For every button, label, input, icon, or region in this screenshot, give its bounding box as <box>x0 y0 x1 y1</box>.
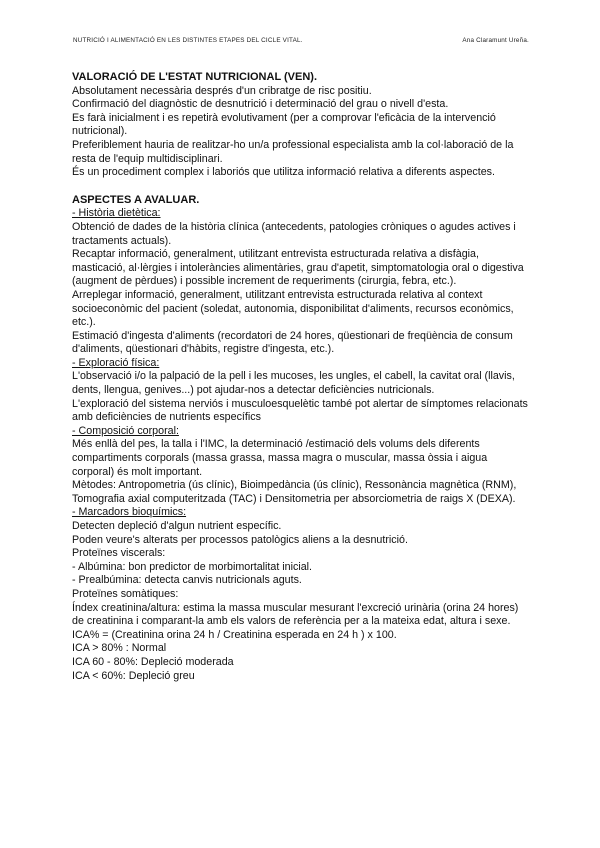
header-title: NUTRICIÓ I ALIMENTACIÓ EN LES DISTINTES ETAPES DEL CICLE VITAL. <box>73 37 303 44</box>
paragraph: Més enllà del pes, la talla i l'IMC, la determinació /estimació dels volums dels diferents compartiments corporals (massa grassa, massa magra o muscular, massa òssia i aigua corporal) és molt important. <box>72 438 488 478</box>
paragraph: L'observació i/o la palpació de la pell i les mucoses, les ungles, el cabell, la cavitat oral (llavis, dents, llengua, genives...) pot ajudar-nos a detectar deficiències nutricionals. <box>72 370 515 397</box>
subsection-label-historia: - Història dietètica: <box>72 207 161 220</box>
paragraph: Obtenció de dades de la història clínica (antecedents, patologies cròniques o agudes actives i tractaments actuals). <box>72 220 516 247</box>
paragraph: Recaptar informació, generalment, utilitzant entrevista estructurada relativa a disfàgia, masticació, al·lèrgies i intoleràncies alimentàries, grau d'apetit, simptomatologia oral o digestiva (augment de pèrdues) i possible increment de requeriments (cirurgia, febra, etc.). <box>72 248 524 288</box>
paragraph: Poden veure's alterats per processos patològics aliens a la desnutrició. <box>72 533 408 546</box>
subsection-label-marcadors: - Marcadors bioquímics: <box>72 506 187 519</box>
paragraph: Arreplegar informació, generalment, utilitzant entrevista estructurada relativa al context socioeconòmic del pacient (soledat, autonomia, disponibilitat d'aliments, recursos econòmics, etc.). <box>72 288 514 329</box>
list-item: - Albúmina: bon predictor de morbimortalitat inicial. <box>72 560 312 573</box>
paragraph: L'exploració del sistema nerviós i musculoesquelètic també pot alertar de símptomes relacionats amb deficiències de nutrients específics <box>72 397 528 424</box>
formula: ICA% = (Creatinina orina 24 h / Creatinina esperada en 24 h ) x 100. <box>72 628 397 641</box>
section-title-ven: VALORACIÓ DE L'ESTAT NUTRICIONAL (VEN). <box>72 71 318 83</box>
list-item: ICA > 80% : Normal <box>72 642 167 655</box>
paragraph: Proteïnes somàtiques: <box>72 587 179 600</box>
paragraph: Estimació d'ingesta d'aliments (recordatori de 24 hores, qüestionari de freqüència de consum d'aliments, qüestionari d'hàbits, registre d'ingesta, etc.). <box>72 329 513 356</box>
paragraph: Mètodes: Antropometria (ús clínic), Bioimpedància (ús clínic), Ressonància magnètica (RNM), Tomografia axial computeritzada (TAC) i Densitometria per absorciometria de raigs X (DEXA). <box>72 479 517 505</box>
paragraph: Confirmació del diagnòstic de desnutrició i determinació del grau o nivell d'esta. <box>72 98 449 111</box>
paragraph: Es farà inicialment i es repetirà evolutivament (per a comprovar l'eficàcia de la intervenció nutricional). <box>72 111 496 138</box>
paragraph: Detecten depleció d'algun nutrient específic. <box>72 520 282 532</box>
paragraph: Absolutament necessària després d'un cribratge de risc positiu. <box>72 84 372 97</box>
list-item: ICA < 60%: Depleció greu <box>72 669 195 682</box>
paragraph: Proteïnes viscerals: <box>72 547 166 560</box>
paragraph: És un procediment complex i laboriós que utilitza informació relativa a diferents aspectes. <box>72 166 495 179</box>
document-body <box>72 71 532 683</box>
paragraph: Índex creatinina/altura: estima la massa muscular mesurant l'excreció urinària (orina 24 hores) de creatinina i comparant-la amb els valors de referència per a la mateixa edat, altura i sexe. <box>72 601 519 628</box>
page-header <box>73 37 529 44</box>
section-title-aspectes: ASPECTES A AVALUAR. <box>72 193 200 206</box>
header-author: Ana Claramunt Ureña. <box>462 37 529 44</box>
subsection-label-exploracio: - Exploració física: <box>72 356 160 369</box>
paragraph: Preferiblement hauria de realitzar-ho un/a professional especialista amb la col·laboració de la resta de l'equip multidisciplinari. <box>72 138 514 165</box>
list-item: - Prealbúmina: detecta canvis nutricionals aguts. <box>72 574 302 587</box>
list-item: ICA 60 - 80%: Depleció moderada <box>72 655 234 668</box>
subsection-label-composicio: - Composició corporal: <box>72 424 179 437</box>
